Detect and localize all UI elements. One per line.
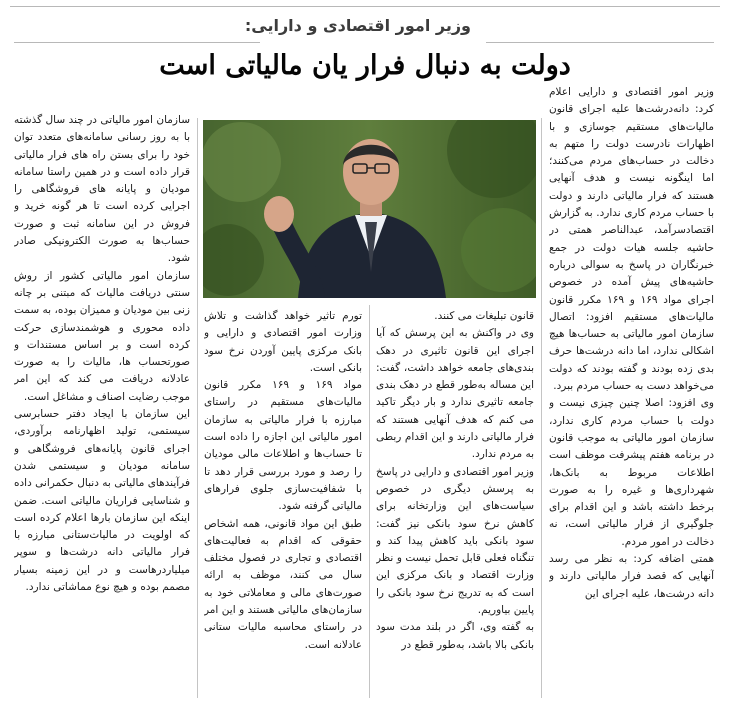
article-column-right xyxy=(549,84,714,684)
column-divider xyxy=(369,305,370,698)
article-column-left xyxy=(14,112,190,698)
paragraph: مواد ۱۶۹ و ۱۶۹ مکرر قانون مالیات‌های مستقیم در راستای مبارزه با فرار مالیاتی به سازمان امور مالیاتی این اجازه را داده است تا حساب‌ها و اطلاعات مالی مودیان را رصد و مورد بررسی قرار دهد تا با شفافیت‌سازی جلوی فرارهای مالیاتی گرفته شود. xyxy=(204,379,362,513)
article-photo xyxy=(203,120,536,298)
paragraph: وزیر امور اقتصادی و دارایی در پاسخ به پرسش دیگری در خصوص سیاست‌های این وزارتخانه برای کاهش نرخ سود بانکی نیز گفت: سود بانکی باید کاهش پیدا کند و تنگناه فعلی قابل تحمل نیست و نظر وزارت اقتصاد و بانک مرکزی این است که به تدریج نرخ سود بانکی را پایین بیاوریم. xyxy=(376,465,534,617)
paragraph: تورم تاثیر خواهد گذاشت و تلاش وزارت امور اقتصادی و دارایی و بانک مرکزی پایین آوردن نرخ سود بانکی است. xyxy=(204,310,362,374)
paragraph: وزیر امور اقتصادی و دارایی اعلام کرد: دانه‌درشت‌ها علیه اجرای قانون مالیات‌های مستقیم جوسازی و با اظهارات نادرست دولت را متهم به دخالت در حساب‌های مردم می‌کنند؛ اما اینگونه نیست و هدف آنهایی هستند که فرار مالیاتی دارند و دولت با حساب مردم کاری ندارد. به گزارش اقتصادسرآمد، عبدالناصر همتی در حاشیه جلسه هیات دولت در جمع خبرنگاران در پاسخ به سوالی درباره حاشیه‌های پیش آمده در خصوص اجرای مواد ۱۶۹ و ۱۶۹ مکرر قانون مالیات‌های مستقیم افزود: اتصال سازمان امور مالیاتی به حساب‌ها هیچ اشکالی ندارد، اما دانه درشت‌ها حرف بدی زده بودند و گفته بودند که دولت می‌خواهد دست به حساب مردم ببرد. xyxy=(549,86,714,393)
paragraph: وی در واکنش به این پرسش که آیا اجرای این قانون تاثیری در دهک بندی‌های جامعه خواهد داشت، گفت: این مساله به‌طور قطع در دهک بندی جامعه تاثیری ندارد و بار دیگر تاکید می کنم که هدف آنهایی هستند که فرار مالیاتی دارند و این اقدام ربطی به مردم ندارد. xyxy=(376,327,534,461)
paragraph: همتی اضافه کرد: به نظر می رسد آنهایی که قصد فرار مالیاتی دارند و دانه درشت‌ها، علیه اجرای این xyxy=(549,553,714,600)
header-rule xyxy=(486,42,714,43)
paragraph: این سازمان با ایجاد دفتر حسابرسی سیستمی، تولید اظهارنامه برآوردی، اجرای قانون پایانه‌های فروشگاهی و سامانه مودیان و سیستمی شدن فرآیندهای مالیاتی به دنبال حکمرانی داده و شناسایی فراریان مالیاتی است. ضمن اینکه این سازمان بارها اعلام کرده است که اولویت در مالیات‌ستانی مبارزه با فرار مالیاتی دانه درشت‌ها و سوپر میلیاردرهاست و در این زمینه بسیار مصمم بوده و هیچ نوع مماشاتی ندارد. xyxy=(14,408,190,594)
paragraph: قانون تبلیغات می کنند. xyxy=(434,310,534,322)
paragraph: سازمان امور مالیاتی در چند سال گذشته با به روز رسانی سامانه‌های متعدد توان خود را برای بستن راه های فرار مالیاتی قرار داده است و در همین راستا سامانه مودیان و پایانه های فروشگاهی را اجرایی کرده است تا هر گونه خرید و فروش در این سامانه ثبت و صورت حساب‌ها به صورت الکترونیکی صادر شود. xyxy=(14,114,190,265)
article-headline: دولت به دنبال فرار یان مالیاتی است xyxy=(159,50,571,81)
paragraph: به گفته وی، اگر در بلند مدت سود بانکی بالا باشد، به‌طور قطع در xyxy=(376,621,534,651)
article-column-middle-left xyxy=(204,308,362,698)
paragraph: وی افزود: اصلا چنین چیزی نیست و دولت با حساب مردم کاری ندارد، سازمان امور مالیاتی به موجب قانون در برنامه هفتم پیشرفت موظف است اطلاعات مربوط به بانک‌ها، شهرداری‌ها و غیره را به صورت برخط داشته باشد و این اقدام برای جلوگیری از فرار مالیاتی است، نه دخالت در امور مردم. xyxy=(549,397,714,548)
paragraph: سازمان امور مالیاتی کشور از روش سنتی دریافت مالیات که مبتنی بر چانه زنی بین مودیان و ممیزان بوده، به سمت داده محوری و هوشمندسازی حرکت کرده است و بر اساس مستندات و صورتحساب ها، مالیات را به صورت عادلانه دریافت می کند که این امر موجب رضایت اصناف و مشاغل است. xyxy=(14,269,190,403)
header-rule xyxy=(14,42,260,43)
top-rule xyxy=(10,6,720,7)
column-divider xyxy=(541,118,542,698)
paragraph: طبق این مواد قانونی، همه اشخاص حقوقی که اقدام به فعالیت‌های اقتصادی و تجاری در فصول مختلف سال می کنند، موظف به ارائه صورت‌های مالی و معاملاتی خود به سازمان‌های مالیاتی هستند و این امر در راستای محاسبه مالیات ستانی عادلانه است. xyxy=(204,517,362,651)
article-column-middle-right xyxy=(376,308,534,698)
article-kicker: وزیر امور اقتصادی و دارایی: xyxy=(244,16,471,35)
column-divider xyxy=(197,118,198,698)
